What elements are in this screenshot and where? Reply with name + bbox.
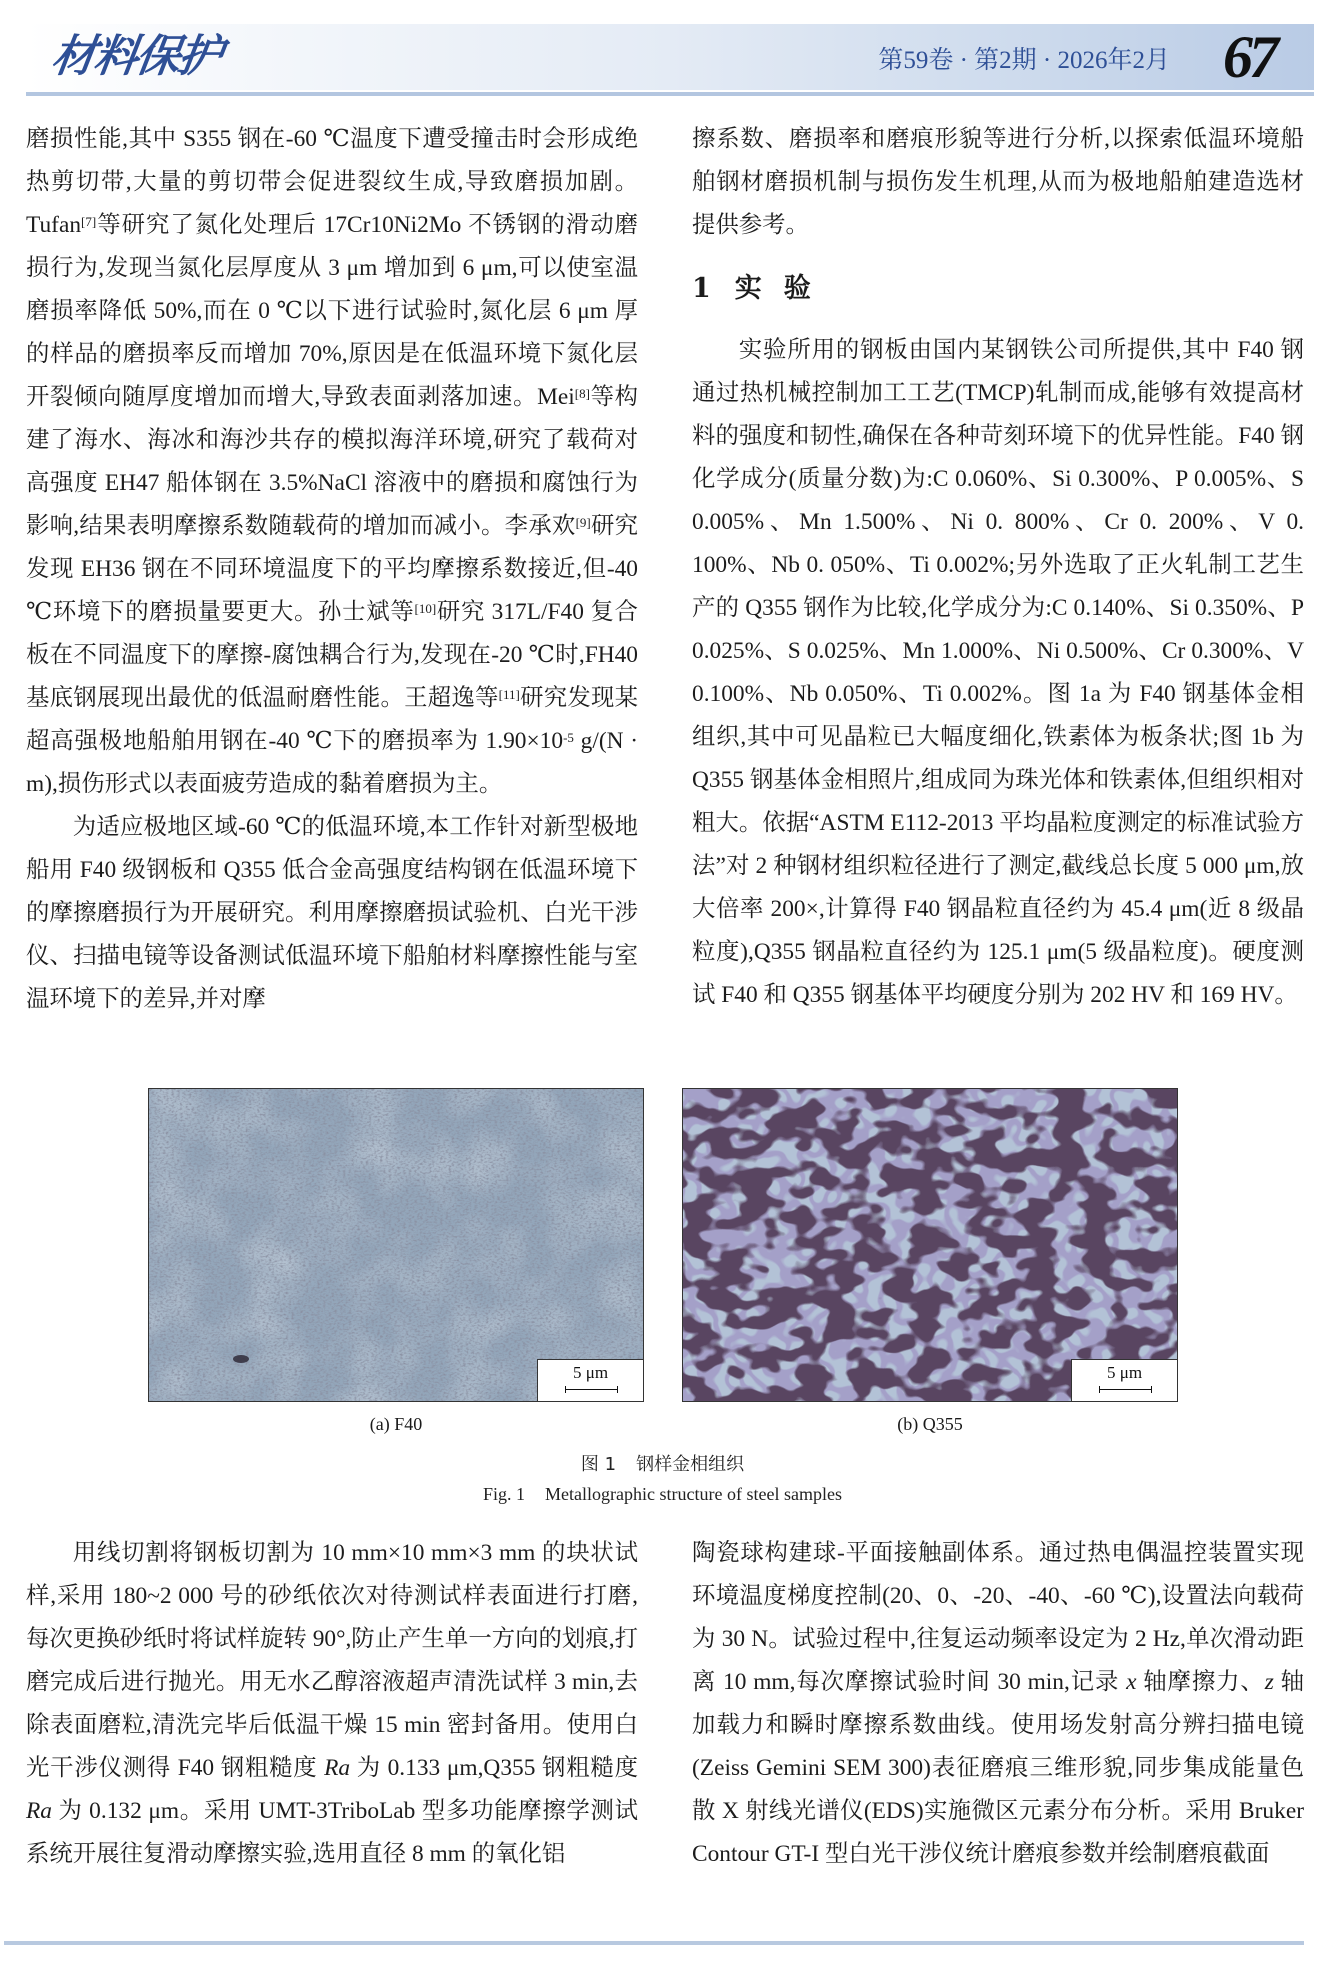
right-column-top [692, 118, 1304, 1017]
symbol-z: z [1264, 1669, 1274, 1695]
body-text: 为 0.133 μm,Q355 钢粗糙度 [350, 1755, 638, 1781]
exponent: -5 [563, 730, 574, 745]
body-text: 研究发现某超高强极地船舶用钢在-40 ℃下的磨损率为 1.90×10 [26, 685, 639, 754]
section-heading-experiment [692, 267, 1304, 311]
right-column-bottom [692, 1532, 1304, 1876]
issue-info: 第59卷 · 第2期 · 2026年2月 [878, 47, 1170, 74]
header-divider [26, 92, 1314, 96]
section-number: 1 [692, 273, 711, 304]
paragraph-literature-review [26, 118, 638, 806]
figure-1b-q355-micrograph [682, 1088, 1178, 1402]
scale-bar-a [537, 1359, 644, 1402]
section-title: 实 [734, 273, 762, 304]
left-column-top [26, 118, 638, 1021]
body-text: 研究 317L/F40 复合板在不同温度下的摩擦-腐蚀耦合行为,发现在-20 ℃时,FH40 基底钢展现出最优的低温耐磨性能。王超逸等 [26, 599, 639, 711]
symbol-ra: Ra [26, 1798, 52, 1824]
body-text: 轴加载力和瞬时摩擦系数曲线。使用场发射高分辨扫描电镜(Zeiss Gemini SEM 300)表征磨痕三维形貌,同步集成能量色散 X 射线光谱仪(EDS)实施微区元素分布分析。采用 Bruker Contour GT-I 型白光干涉仪统计磨痕参数并绘制磨痕截面 [692, 1669, 1304, 1867]
scale-bar-line [1100, 1389, 1151, 1390]
figure-1a-f40-micrograph [148, 1088, 644, 1402]
journal-logo: 材料保护 [48, 31, 224, 82]
figure-title: 钢样金相组织 [636, 1454, 745, 1475]
paragraph-objective: 为适应极地区域-60 ℃的低温环境,本工作针对新型极地船用 F40 级钢板和 Q355 低合金高强度结构钢在低温环境下的摩擦磨损行为开展研究。利用摩擦磨损试验机、白光干涉仪、扫描电镜等设备测试低温环境下船舶材料摩擦性能与室温环境下的差异,并对摩 [26, 814, 638, 1012]
citation-ref: [9] [575, 515, 591, 530]
q355-microstructure-image [683, 1089, 1178, 1402]
f40-microstructure-image [149, 1089, 644, 1402]
section-title: 验 [783, 273, 811, 304]
paragraph-objective-cont: 擦系数、磨损率和磨痕形貌等进行分析,以探索低温环境船舶钢材磨损机制与损伤发生机理,从而为极地船舶建造选材提供参考。 [692, 126, 1304, 238]
scale-bar-label: 5 μm [572, 1363, 609, 1382]
body-text: g/(N · m),损伤形式以表面疲劳造成的黏着磨损为主。 [26, 728, 638, 797]
body-text: 研究发现 EH36 钢在不同环境温度下的平均摩擦系数接近,但-40 ℃环境下的磨损量要更大。孙士斌等 [26, 513, 638, 625]
figure-number: 图 1 [580, 1454, 617, 1475]
figure-caption-chinese [0, 1452, 1325, 1478]
scale-bar-label: 5 μm [1106, 1363, 1143, 1382]
body-text: 等研究了氮化处理后 17Cr10Ni2Mo 不锈钢的滑动磨损行为,发现当氮化层厚度从 3 μm 增加到 6 μm,可以使室温磨损率降低 50%,而在 0 ℃以下进行试验时,氮化层 6 μm 厚的样品的磨损率反而增加 70%,原因是在低温环境下氮化层开裂倾向随厚度增加而增大,导致表面剥落加速。Mei [26, 212, 638, 410]
figure-title: Metallographic structure of steel samples [545, 1484, 842, 1504]
symbol-x: x [1126, 1669, 1137, 1695]
paragraph-sample-prep [26, 1532, 638, 1876]
footer-divider [4, 1941, 1304, 1945]
figure-number: Fig. 1 [483, 1484, 526, 1504]
page-number: 67 [1223, 24, 1275, 90]
scale-bar-b [1071, 1359, 1178, 1402]
body-text: 陶瓷球构建球-平面接触副体系。通过热电偶温控装置实现环境温度梯度控制(20、0、-20、-40、-60 ℃),设置法向载荷为 30 N。试验过程中,往复运动频率设定为 2 Hz,单次滑动距离 10 mm,每次摩擦试验时间 30 min,记录 [692, 1540, 1304, 1695]
body-text: 用线切割将钢板切割为 10 mm×10 mm×3 mm 的块状试样,采用 180~2 000 号的砂纸依次对待测试样表面进行打磨,每次更换砂纸时将试样旋转 90°,防止产生单一方向的划痕,打磨完成后进行抛光。用无水乙醇溶液超声清洗试样 3 min,去除表面磨粒,清洗完毕后低温干燥 15 min 密封备用。使用白光干涉仪测得 F40 钢粗糙度 [26, 1540, 638, 1781]
citation-ref: [11] [498, 687, 520, 702]
body-text: 等构建了海水、海冰和海沙共存的模拟海洋环境,研究了载荷对高强度 EH47 船体钢在 3.5%NaCl 溶液中的磨损和腐蚀行为影响,结果表明摩擦系数随载荷的增加而减小。李承欢 [26, 384, 638, 539]
paragraph-test-method [692, 1532, 1304, 1876]
citation-ref: [7] [81, 214, 97, 229]
body-text: 磨损性能,其中 S355 钢在-60 ℃温度下遭受撞击时会形成绝热剪切带,大量的剪切带会促进裂纹生成,导致磨损加剧。Tufan [26, 126, 638, 238]
body-text: 轴摩擦力、 [1136, 1669, 1265, 1695]
figure-caption-english [0, 1481, 1325, 1507]
subcaption-a: (a) F40 [369, 1414, 423, 1434]
paragraph-materials: 实验所用的钢板由国内某钢铁公司所提供,其中 F40 钢通过热机械控制加工工艺(TMCP)轧制而成,能够有效提高材料的强度和韧性,确保在各种苛刻环境下的优异性能。F40 钢化学成分(质量分数)为:C 0.060%、Si 0.300%、P 0.005%、S 0.005%、Mn 1.500%、Ni 0. 800%、Cr 0. 200%、V 0. 100%、Nb 0. 050%、Ti 0.002%;另外选取了正火轧制工艺生产的 Q355 钢作为比较,化学成分为:C 0.140%、Si 0.350%、P 0.025%、S 0.025%、Mn 1.000%、Ni 0.500%、Cr 0.300%、V 0.100%、Nb 0.050%、Ti 0.002%。图 1a 为 F40 钢基体金相组织,其中可见晶粒已大幅度细化,铁素体为板条状;图 1b 为 Q355 钢基体金相照片,组成同为珠光体和铁素体,但组织相对粗大。依据“ASTM E112-2013 平均晶粒度测定的标准试验方法”对 2 种钢材组织粒径进行了测定,截线总长度 5 000 μm,放大倍率 200×,计算得 F40 钢晶粒直径约为 45.4 μm(近 8 级晶粒度),Q355 钢晶粒直径约为 125.1 μm(5 级晶粒度)。硬度测试 F40 和 Q355 钢基体平均硬度分别为 202 HV 和 169 HV。 [692, 337, 1304, 1008]
symbol-ra: Ra [324, 1755, 351, 1781]
citation-ref: [10] [414, 601, 437, 616]
citation-ref: [8] [574, 386, 590, 401]
subcaption-b: (b) Q355 [897, 1414, 963, 1434]
scale-bar-line [566, 1389, 617, 1390]
left-column-bottom [26, 1532, 638, 1876]
body-text: 为 0.132 μm。采用 UMT-3TriboLab 型多功能摩擦学测试系统开展往复滑动摩擦实验,选用直径 8 mm 的氧化铝 [26, 1798, 638, 1867]
